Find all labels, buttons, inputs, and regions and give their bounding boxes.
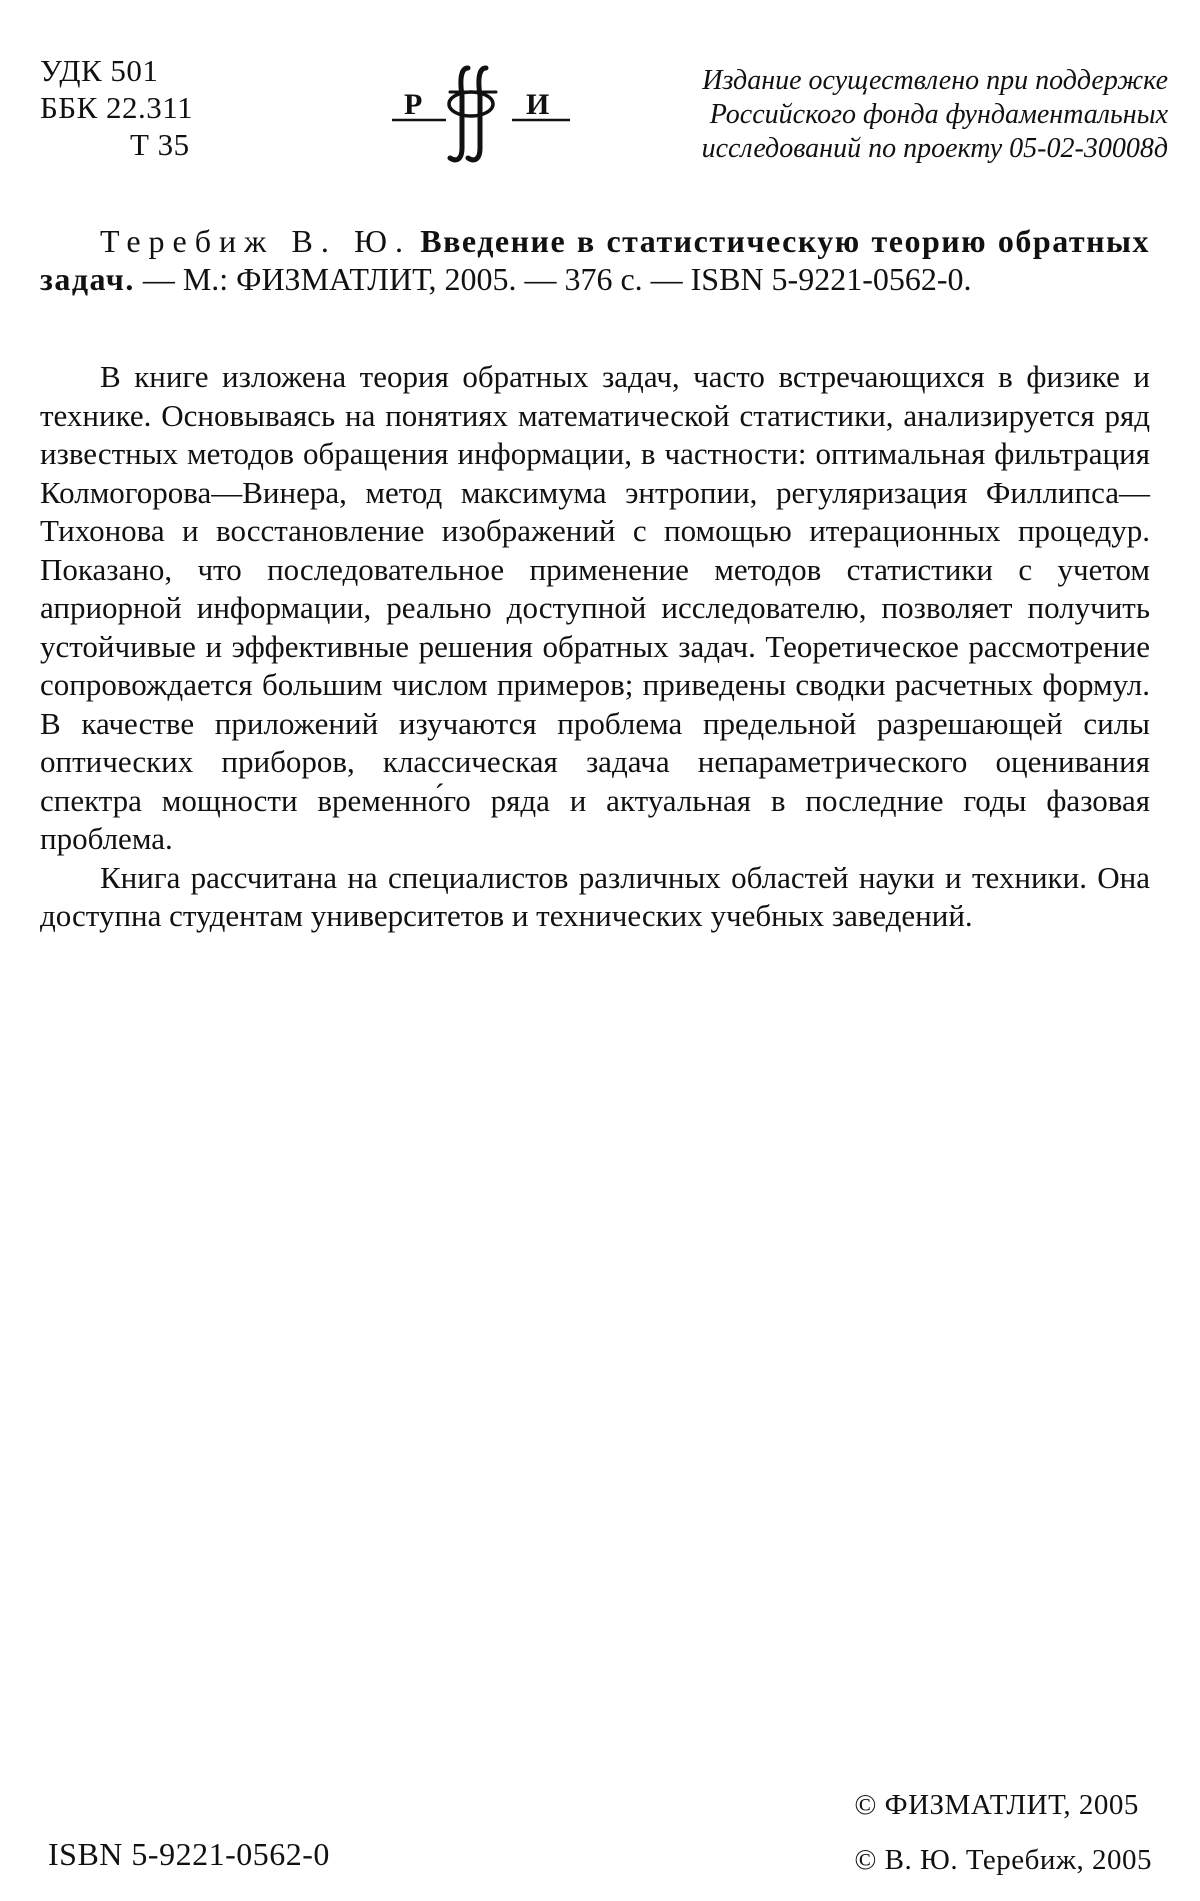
bbk-code: ББК 22.311 (40, 90, 194, 125)
logo-letter-r: Р (404, 88, 423, 121)
publication-details: — М.: ФИЗМАТЛИТ, 2005. — 376 с. — ISBN 5-9221-0562-0. (134, 261, 972, 297)
book-annotation (40, 358, 1150, 936)
book-title: Введение в статистическую теорию обратных задач. (40, 223, 1150, 297)
bibliographic-entry (40, 222, 1150, 298)
funding-note (588, 64, 1168, 166)
copyright-author: © В. Ю. Теребиж, 2005 (854, 1844, 1152, 1876)
copyright-block (854, 1778, 1152, 1888)
funding-note-line: Российского фонда фундаментальных (709, 99, 1168, 130)
funding-note-line: исследований по проекту 05-02-30008д (701, 133, 1168, 164)
annotation-paragraph-1: В книге изложена теория обратных задач, часто встречающихся в физике и технике. Основываясь на понятиях математической статистики, анализируется ряд известных методов обращения информации, в частности: оптимальная фильтрация Колмогорова—Винера, метод максимума энтропии, регуляризация Филлипса—Тихонова и восстановление изображений с помощью итерационных процедур. Показано, что последовательное применение методов статистики с учетом априорной информации, реально доступной исследователю, позволяет получить устойчивые и эффективные решения обратных задач. Теоретическое рассмотрение сопровождается большим числом примеров; приведены сводки расчетных формул. В качестве приложений изучаются проблема предельной разрешающей силы оптических приборов, классическая задача непараметрического оценивания спектра мощности временно́го ряда и актуальная в последние годы фазовая проблема. (40, 359, 1150, 856)
rffi-logo (390, 62, 572, 166)
annotation-paragraph-2: Книга рассчитана на специалистов различных областей науки и техники. Она доступна студентам университетов и технических учебных заведений. (40, 859, 1150, 933)
copyright-publisher: © ФИЗМАТЛИТ, 2005 (854, 1789, 1139, 1821)
author-name: Теребиж В. Ю. (100, 223, 412, 259)
udk-code: УДК 501 (40, 53, 159, 88)
isbn-number: ISBN 5-9221-0562-0 (48, 1836, 330, 1872)
logo-center-ff (449, 68, 496, 160)
funding-note-line: Издание осуществлено при поддержке (702, 65, 1168, 96)
logo-letter-i: И (526, 88, 550, 121)
classification-codes (40, 52, 193, 163)
author-mark: Т 35 (130, 127, 190, 162)
